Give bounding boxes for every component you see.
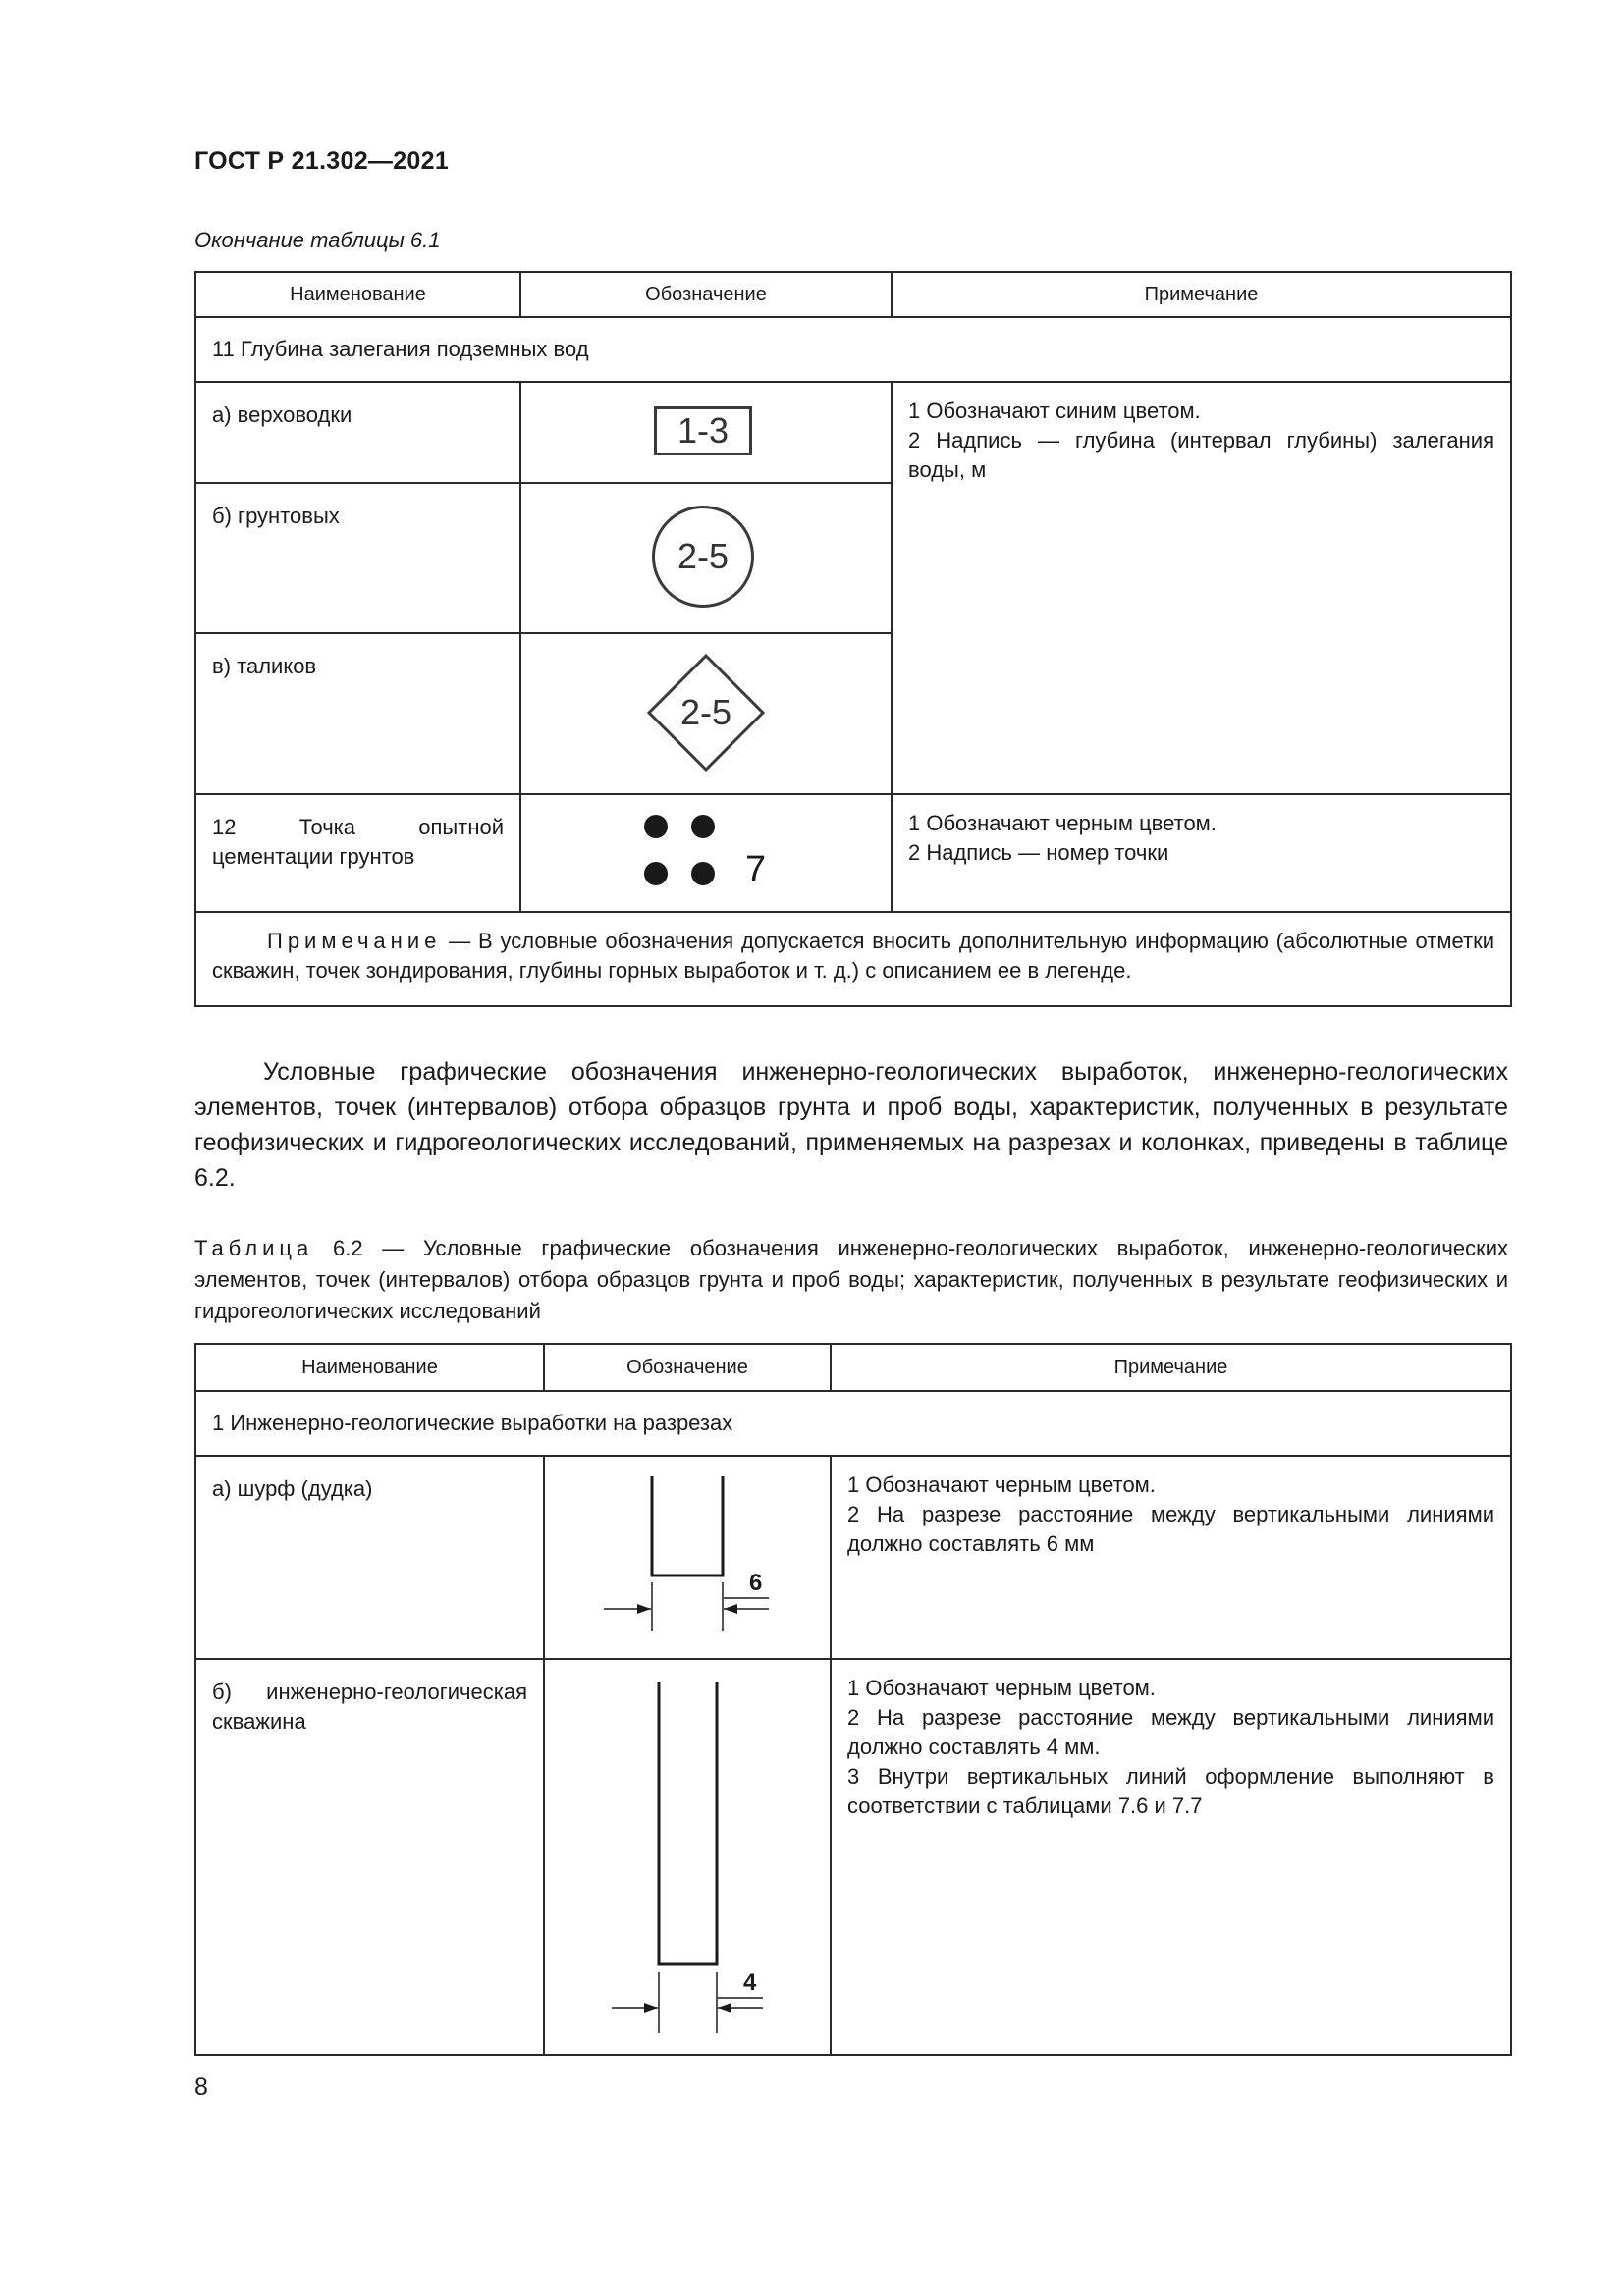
circle-symbol-label: 2-5 xyxy=(677,536,730,576)
symbol-cell-groundwater xyxy=(520,483,892,633)
note-line: 3 Внутри вертикальных линий оформление выполняют в соответствии с таблицами 7.6 и 7.7 xyxy=(847,1764,1494,1818)
note-line: 2 Надпись — номер точки xyxy=(908,840,1169,865)
footnote-lead: Примечание xyxy=(267,929,442,953)
symbol-cell-perched-water xyxy=(520,382,892,483)
square-symbol-label: 1-3 xyxy=(677,410,730,451)
notes-row-12 xyxy=(893,795,1510,868)
column-header-note: Примечание xyxy=(831,1344,1511,1391)
four-dots-symbol xyxy=(644,813,723,891)
body-paragraph xyxy=(194,1054,1508,1196)
caption-text: 6.2 — Условные графические обозначения инженерно-геологических выработок, инженерно-геологических элементов, точек (интервалов) отбора образцов грунта и проб воды; характеристик, полученных в результате геофизических и гидрогеологических исследований xyxy=(194,1236,1508,1323)
note-line: 2 На разрезе расстояние между вертикальными линиями должно составлять 4 мм. xyxy=(847,1705,1494,1759)
column-header-name: Наименование xyxy=(195,272,520,317)
column-header-symbol: Обозначение xyxy=(544,1344,831,1391)
note-line: 1 Обозначают черным цветом. xyxy=(847,1472,1156,1497)
section-heading-11: 11 Глубина залегания подземных вод xyxy=(195,317,1511,382)
notes-section-11 xyxy=(893,383,1510,485)
table-6-2 xyxy=(194,1343,1512,2056)
table-footnote xyxy=(196,913,1510,986)
column-header-symbol: Обозначение xyxy=(520,272,892,317)
table-6-1 xyxy=(194,271,1512,1007)
note-line: 2 Надпись — глубина (интервал глубины) залегания воды, м xyxy=(908,428,1494,482)
note-line: 2 На разрезе расстояние между вертикальными линиями должно составлять 6 мм xyxy=(847,1502,1494,1556)
note-line: 1 Обозначают черным цветом. xyxy=(908,811,1217,835)
table-continuation-label: Окончание таблицы 6.1 xyxy=(194,228,441,252)
note-line: 1 Обозначают черным цветом. xyxy=(847,1676,1156,1700)
borehole-symbol xyxy=(545,1660,830,2052)
symbol-cell-pit xyxy=(544,1456,831,1659)
caption-lead: Таблица xyxy=(194,1236,314,1260)
paragraph-text: Условные графические обозначения инженерно-геологических выработок, инженерно-геологических элементов, точек (интервалов) отбора образцов грунта и проб воды, характеристик, полученных в результате геофизических и гидрогеологических исследований, применяемых на разрезах и колонках, приведены в таблице 6.2. xyxy=(194,1058,1508,1192)
pit-dimension-label: 6 xyxy=(749,1570,763,1596)
row-name-perched-water: а) верховодки xyxy=(212,402,352,427)
row-name-pit: а) шурф (дудка) xyxy=(212,1476,373,1501)
pit-symbol xyxy=(545,1457,830,1656)
document-header: ГОСТ Р 21.302—2021 xyxy=(194,147,450,175)
row-name-cementation-point: 12 Точка опытной цементации грунтов xyxy=(212,815,504,869)
row-name-borehole: б) инженерно-геологическая скважина xyxy=(212,1680,527,1734)
footnote-text: — В условные обозначения допускается вносить дополнительную информацию (абсолютные отметки скважин, точек зондирования, глубины горных выработок и т. д.) с описанием ее в легенде. xyxy=(212,929,1494,983)
point-number-label: 7 xyxy=(745,849,767,890)
symbol-cell-cementation-point xyxy=(520,794,892,912)
table-6-2-caption xyxy=(194,1233,1508,1327)
section-heading-1: 1 Инженерно-геологические выработки на разрезах xyxy=(195,1391,1511,1456)
notes-pit xyxy=(832,1457,1510,1559)
symbol-cell-talik xyxy=(520,633,892,794)
symbol-cell-borehole xyxy=(544,1659,831,2055)
circle-symbol xyxy=(652,506,754,608)
notes-borehole xyxy=(832,1660,1510,1821)
square-symbol xyxy=(654,406,752,455)
note-line: 1 Обозначают синим цветом. xyxy=(908,399,1201,423)
column-header-note: Примечание xyxy=(892,272,1511,317)
row-name-talik: в) таликов xyxy=(212,654,317,678)
page-number: 8 xyxy=(194,2073,208,2101)
diamond-symbol-label: 2-5 xyxy=(679,692,732,732)
column-header-name: Наименование xyxy=(195,1344,544,1391)
borehole-dimension-label: 4 xyxy=(743,1969,757,1996)
row-name-groundwater: б) грунтовых xyxy=(212,504,340,528)
